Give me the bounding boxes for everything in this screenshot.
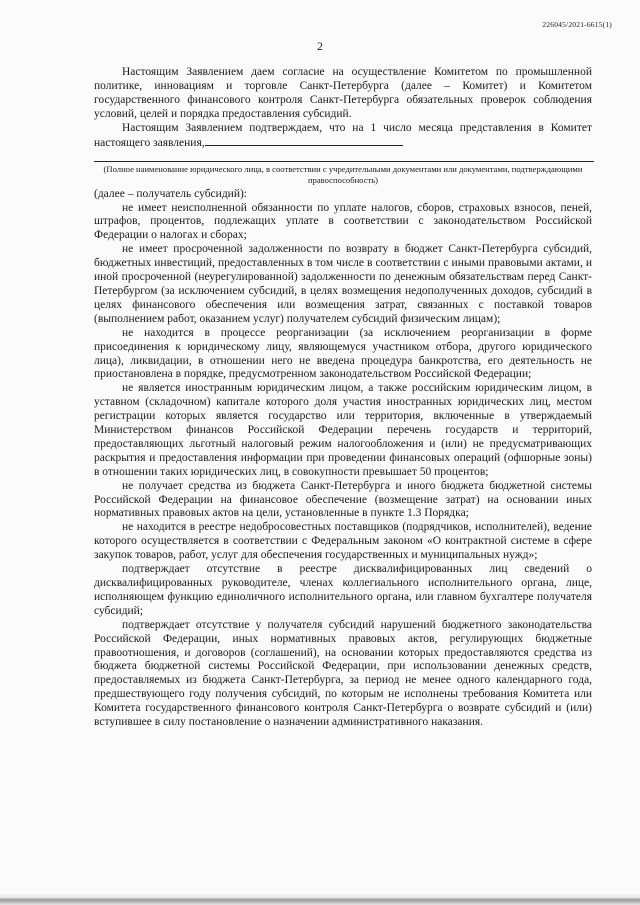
consent-paragraph: Настоящим Заявлением даем согласие на осуществление Комитетом по промышленной политике, инновациям и торговле Санкт-Петербурга (далее – Комитет) и Комитетом государственного финансового контроля Санкт-Петербурга обязательных проверок соблюдения условий, целей и порядка предоставления субсидий. bbox=[94, 66, 592, 120]
condition-item: не находится в реестре недобросовестных поставщиков (подрядчиков, исполнителей), ведение которого осуществляется в соответствии с Федеральным законом «О контрактной системе в сфере закупок товаров, работ, услуг для обеспечения государственных и муниципальных нужд»; bbox=[94, 521, 592, 562]
condition-item: не имеет неисполненной обязанности по уплате налогов, сборов, страховых взносов, пеней, штрафов, процентов, подлежащих уплате в соответствии с законодательством Российской Федерации о налогах и сборах; bbox=[94, 201, 592, 242]
condition-item: подтверждает отсутствие в реестре дисквалифицированных лиц сведений о дисквалифицированных руководителе, членах коллегиального исполнительного органа, лице, исполняющем функцию единоличного исполнительного органа, или главном бухгалтере получателя субсидий; bbox=[94, 563, 592, 617]
confirmation-paragraph bbox=[94, 122, 592, 151]
document-id: 226045/2021-6615(1) bbox=[542, 20, 612, 29]
company-name-blank bbox=[205, 136, 403, 146]
condition-item: не имеет просроченной задолженности по возврату в бюджет Санкт-Петербурга субсидий, бюджетных инвестиций, предоставленных в том числе в соответствии с иными правовыми актами, и иной просроченной (неурегулированной) задолженности по денежным обязательствам перед Санкт-Петербургом (за исключением субсидий, в целях возмещения недополученных доходов, субсидий в целях финансового обеспечения или возмещения затрат, связанных с поставкой товаров (выполнением работ, оказанием услуг) получателем субсидий физическим лицам); bbox=[94, 243, 592, 325]
condition-item: подтверждает отсутствие у получателя субсидий нарушений бюджетного законодательства Российской Федерации, иных нормативных правовых актов, регулирующих бюджетные правоотношения, и договоров (соглашений), на основании которых предоставляются средства из бюджета бюджетной системы Российской Федерации, при использовании денежных средств, предоставляемых из бюджета Санкт-Петербурга, за период не менее одного календарного года, предшествующего году получения субсидий, по которым не исполнены требования Комитета или Комитета государственного финансового контроля Санкт-Петербурга о возврате субсидий и (или) вступившее в силу постановление о назначении административного наказания. bbox=[94, 618, 592, 729]
page-number: 2 bbox=[317, 39, 323, 53]
condition-item: не получает средства из бюджета Санкт-Петербурга и иного бюджета бюджетной системы Российской Федерации на финансовое обеспечение (возмещение затрат) на основании иных нормативных правовых актов на цели, установленные в пункте 1.3 Порядка; bbox=[94, 479, 592, 520]
document-body bbox=[94, 66, 592, 730]
scan-edge bbox=[0, 892, 640, 905]
company-name-caption: (Полное наименование юридического лица, в соответствии с учредительными документами или документами, подтверждающими правоспособность) bbox=[103, 164, 583, 186]
condition-item: не является иностранным юридическим лицом, а также российским юридическим лицом, в уставном (складочном) капитале которого доля участия иностранных юридических лиц, местом регистрации которых является государство или территория, включенные в утверждаемый Министерством финансов Российской Федерации перечень государств и территорий, предоставляющих льготный налоговый режим налогообложения и (или) не предусматривающих раскрытия и предоставления информации при проведении финансовых операций (офшорные зоны) в отношении таких юридических лиц, в совокупности превышает 50 процентов; bbox=[94, 382, 592, 478]
underline-rule bbox=[94, 161, 594, 162]
company-name-line bbox=[94, 150, 592, 164]
recipient-label: (далее – получатель субсидий): bbox=[94, 187, 247, 200]
condition-item: не находится в процессе реорганизации (за исключением реорганизации в форме присоединения к юридическому лицу, являющемуся участником отбора, другого юридического лица), ликвидации, в отношении него не введена процедура банкротства, его деятельность не приостановлена в порядке, предусмотренном законодательством Российской Федерации; bbox=[94, 326, 592, 381]
confirmation-text: Настоящим Заявлением подтверждаем, что на 1 число месяца представления в Комитет настоящего заявления, bbox=[94, 121, 592, 149]
